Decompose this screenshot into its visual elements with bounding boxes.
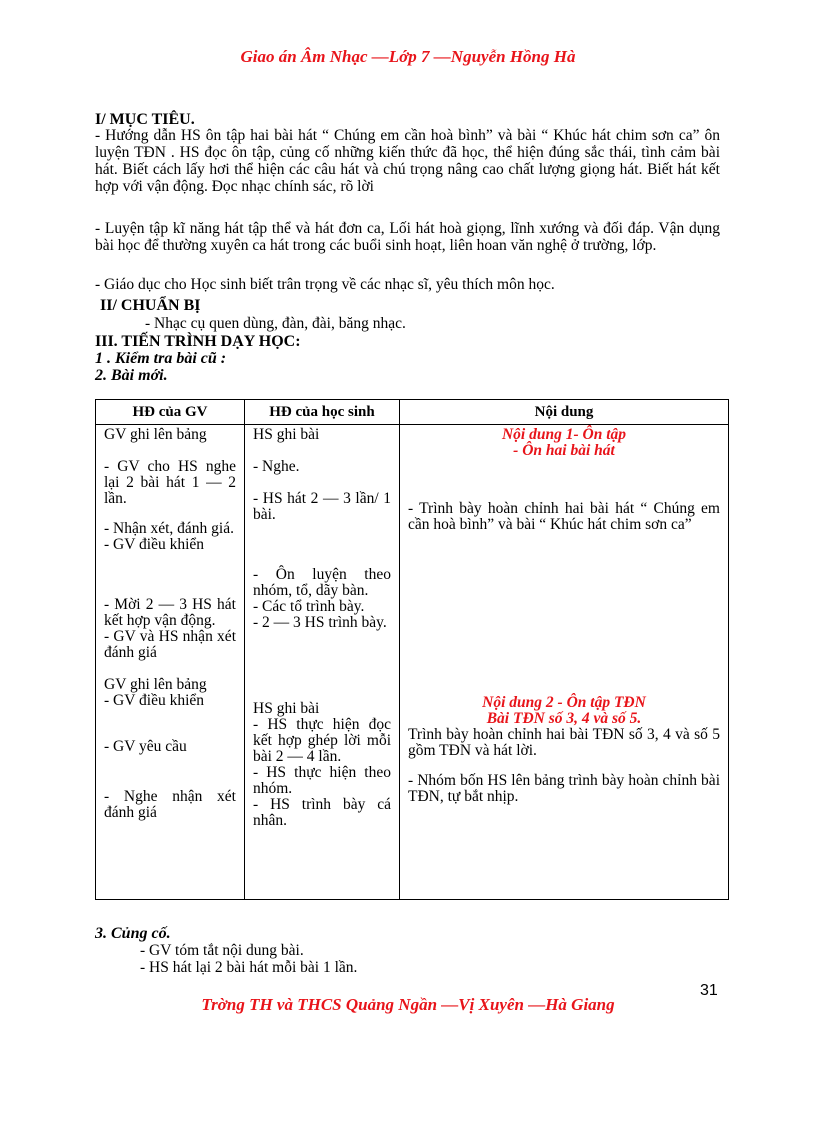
page-footer: Trờng TH và THCS Quảng Ngần —Vị Xuyên —Hà Giang — [201, 995, 615, 1014]
gv-b4: - Nghe nhận xét đánh giá — [104, 788, 236, 821]
review-line-2: - HS hát lại 2 bài hát mỗi bài 1 lần. — [140, 959, 358, 976]
hs-b4: - HS trình bày cá nhân. — [253, 796, 391, 829]
content-1-text: - Trình bày hoàn chỉnh hai bài hát “ Chúng em cần hoà bình” và bài “ Khúc hát chim sơn ca” — [408, 500, 720, 533]
objectives-paragraph-2: - Luyện tập kĩ năng hát tập thể và hát đơn ca, Lối hát hoà giọng, lĩnh xướng và đối đáp. Vận dụng bài học để thường xuyên ca hát trong các buổi sinh hoạt, liên hoan văn nghệ ở trường, lớp. — [95, 220, 720, 254]
gv-a3: - Nhận xét, đánh giá. — [104, 520, 234, 537]
hs-b2: - HS thực hiện đọc kết hợp ghép lời mỗi bài 2 — 4 lần. — [253, 716, 391, 765]
lesson-table — [95, 399, 729, 900]
content-2-text-2: - Nhóm bốn HS lên bảng trình bày hoàn chỉnh bài TĐN, tự bắt nhịp. — [408, 772, 720, 805]
hs-a6: - 2 — 3 HS trình bày. — [253, 614, 387, 631]
hs-a5: - Các tổ trình bày. — [253, 598, 365, 615]
header-content: Nội dung — [400, 400, 729, 425]
student-activities — [245, 425, 400, 900]
review-line-1: - GV tóm tắt nội dung bài. — [140, 942, 304, 959]
gv-a5: - Mời 2 — 3 HS hát kết hợp vận động. — [104, 596, 236, 629]
table-header-row — [96, 400, 729, 425]
hs-b3: - HS thực hiện theo nhóm. — [253, 764, 391, 797]
hs-a2: - Nghe. — [253, 458, 300, 475]
content-2-subtitle: Bài TĐN số 3, 4 và số 5. — [486, 710, 642, 727]
content-column — [400, 425, 729, 900]
section-procedure-title: III. TIẾN TRÌNH DẠY HỌC: — [95, 333, 301, 350]
page-number: 31 — [700, 982, 718, 999]
page-header: Giao án Âm Nhạc —Lớp 7 —Nguyễn Hồng Hà — [240, 47, 576, 66]
header-student: HĐ của học sinh — [245, 400, 400, 425]
gv-b3: - GV yêu cầu — [104, 738, 187, 755]
gv-b1: GV ghi lên bảng — [104, 676, 207, 693]
objectives-paragraph-3: - Giáo dục cho Học sinh biết trân trọng về các nhạc sĩ, yêu thích môn học. — [95, 276, 555, 293]
section-preparation-title: II/ CHUẨN BỊ — [100, 297, 201, 314]
procedure-sub-2: 2. Bài mới. — [95, 367, 168, 384]
gv-a1: GV ghi lên bảng — [104, 426, 207, 443]
content-2-text-1: Trình bày hoàn chỉnh hai bài TĐN số 3, 4 và số 5 gồm TĐN và hát lời. — [408, 726, 720, 759]
header-teacher: HĐ của GV — [96, 400, 245, 425]
gv-a4: - GV điều khiển — [104, 536, 205, 553]
content-2-title: Nội dung 2 - Ôn tập TĐN — [482, 694, 646, 711]
section-review-title: 3. Củng cố. — [95, 925, 171, 942]
procedure-sub-1: 1 . Kiểm tra bài cũ : — [95, 350, 227, 367]
content-1-subtitle: - Ôn hai bài hát — [513, 442, 615, 459]
objectives-paragraph-1: - Hướng dẫn HS ôn tập hai bài hát “ Chúng em cần hoà bình” và bài “ Khúc hát chim sơn ca” ôn luyện TĐN . HS đọc ôn tập, củng cố những kiến thức đã học, thể hiện đúng sắc thái, tình cảm bài hát. Biết cách lấy hơi thể hiện các câu hát và chú trọng nâng cao chất lượng giọng hát. Biết hát kết hợp với vận động. Đọc nhạc chính sác, rõ lời — [95, 127, 720, 195]
gv-b2: - GV điều khiển — [104, 692, 205, 709]
hs-b1: HS ghi bài — [253, 700, 320, 717]
section-objectives-title: I/ MỤC TIÊU. — [95, 111, 195, 128]
teacher-activities — [96, 425, 245, 900]
hs-a4: - Ôn luyện theo nhóm, tổ, dãy bàn. — [253, 566, 391, 599]
table-row — [96, 425, 729, 900]
gv-a6: - GV và HS nhận xét đánh giá — [104, 628, 236, 661]
gv-a2: - GV cho HS nghe lại 2 bài hát 1 — 2 lần. — [104, 458, 236, 507]
hs-a1: HS ghi bài — [253, 426, 320, 443]
hs-a3: - HS hát 2 — 3 lần/ 1 bài. — [253, 490, 391, 523]
preparation-item: - Nhạc cụ quen dùng, đàn, đài, băng nhạc. — [145, 315, 406, 332]
content-1-title: Nội dung 1- Ôn tập — [501, 426, 627, 443]
